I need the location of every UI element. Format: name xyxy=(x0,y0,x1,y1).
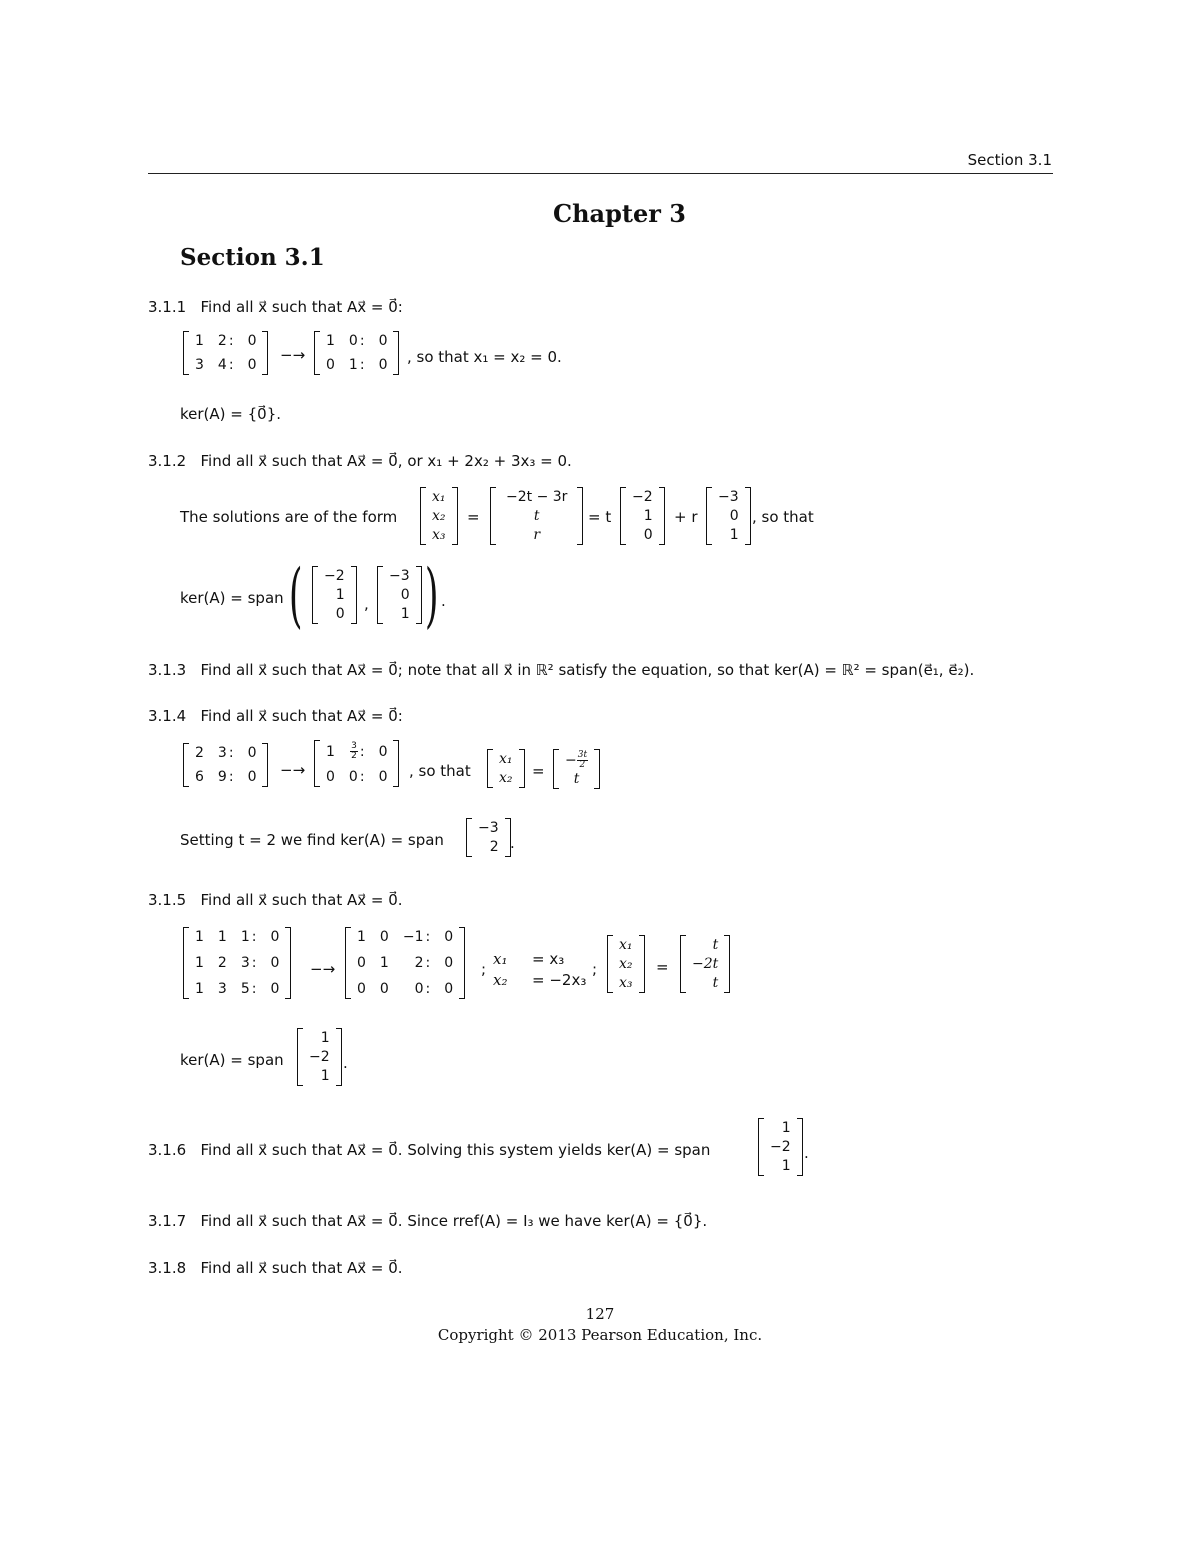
matrix-cell: 0 xyxy=(270,955,280,971)
matrix-cell: 0 xyxy=(378,357,388,373)
so-that-text: , so that xyxy=(409,762,471,780)
vector-entry: 1 xyxy=(400,606,410,622)
matrix-rref xyxy=(314,331,399,375)
vector-x xyxy=(487,749,525,788)
matrix-cell: 0 : xyxy=(349,769,365,785)
page-number: 127 xyxy=(585,1305,615,1323)
vector-entry: r xyxy=(533,527,541,543)
matrix-cell: 0 xyxy=(270,929,280,945)
matrix-cell: 0 xyxy=(444,955,454,971)
vector-entry: x₂ xyxy=(432,508,446,524)
vector-entry: 0 xyxy=(335,606,345,622)
copyright-notice: Copyright © 2013 Pearson Education, Inc. xyxy=(437,1326,763,1344)
vector-entry: 1 xyxy=(781,1158,791,1174)
conclusion-text: , so that x₁ = x₂ = 0. xyxy=(407,348,562,366)
matrix-cell: 6 xyxy=(195,769,204,785)
equals-sign: = xyxy=(656,958,669,976)
reduces-arrow: −→ xyxy=(280,761,306,779)
matrix-cell: 2 : xyxy=(415,955,431,971)
vector-solution xyxy=(680,935,730,993)
system-rhs xyxy=(532,949,586,991)
problem-prompt: Find all x⃗ such that Ax⃗ = 0⃗. xyxy=(200,891,403,909)
problem-3-1-5 xyxy=(148,891,403,909)
problem-number: 3.1.3 xyxy=(148,661,187,679)
vector-entry: 1 xyxy=(643,508,653,524)
span-vector-1 xyxy=(312,566,357,624)
period: . xyxy=(804,1144,809,1162)
matrix-cell: 3 xyxy=(217,981,227,997)
matrix-cell: 0 xyxy=(247,769,257,785)
system-lhs xyxy=(493,949,507,991)
vector-entry: x₁ xyxy=(432,489,446,505)
vector-entry: 1 xyxy=(320,1030,330,1046)
problem-number: 3.1.1 xyxy=(148,298,187,316)
vector-entry: t xyxy=(573,771,580,787)
problem-3-1-6 xyxy=(148,1141,710,1159)
problem-3-1-4 xyxy=(148,707,403,725)
system-entry: = x₃ xyxy=(532,950,565,968)
matrix-cell: 1 xyxy=(326,743,335,760)
matrix-rref xyxy=(345,927,465,999)
vector-entry: −2t xyxy=(692,956,719,972)
matrix-cell: 0 xyxy=(247,333,257,349)
problem-number: 3.1.4 xyxy=(148,707,187,725)
matrix-cell: 0 xyxy=(378,333,388,349)
problem-3-1-7 xyxy=(148,1212,707,1230)
matrix-cell: 0 xyxy=(357,955,366,971)
vector-entry-fraction: − $\frac{3t}{2}$ xyxy=(565,750,588,770)
running-head: Section 3.1 xyxy=(967,151,1052,169)
plus-r: + r xyxy=(674,508,698,526)
problem-number: 3.1.5 xyxy=(148,891,187,909)
vector-basis-2 xyxy=(706,487,751,545)
span-vector xyxy=(466,818,511,857)
vector-entry: −2 xyxy=(309,1049,330,1065)
matrix-cell: 2 : xyxy=(218,333,234,349)
vector-entry: 2 xyxy=(489,839,499,855)
vector-entry: x₃ xyxy=(432,527,446,543)
matrix-cell: 1 xyxy=(357,929,366,945)
header-rule xyxy=(148,173,1053,174)
kernel-result: ker(A) = {0⃗}. xyxy=(180,405,282,423)
problem-number: 3.1.8 xyxy=(148,1259,187,1277)
system-entry: x₁ xyxy=(493,950,508,968)
matrix-rref xyxy=(314,740,399,787)
vector-entry: x₃ xyxy=(619,975,633,991)
matrix-cell: 1 xyxy=(379,955,389,971)
left-paren: ( xyxy=(288,554,303,636)
matrix-augmented-a xyxy=(183,743,268,787)
matrix-cell: 9 : xyxy=(218,769,234,785)
matrix-cell: 2 xyxy=(195,745,204,761)
equals-sign: = xyxy=(467,508,480,526)
vector-basis-1 xyxy=(620,487,665,545)
kernel-label: ker(A) = span xyxy=(180,589,284,607)
vector-entry: x₂ xyxy=(499,770,513,786)
vector-entry: x₂ xyxy=(619,956,633,972)
period: . xyxy=(343,1054,348,1072)
span-vector xyxy=(758,1118,803,1176)
problem-text: Find all x⃗ such that Ax⃗ = 0⃗. Since rref(A) = I₃ we have ker(A) = {0⃗}. xyxy=(200,1212,708,1230)
section-title: Section 3.1 xyxy=(180,244,325,271)
vector-entry: x₁ xyxy=(619,937,633,953)
vector-entry: −2 xyxy=(770,1139,791,1155)
matrix-cell: 1 xyxy=(195,955,204,971)
vector-x xyxy=(607,935,645,993)
semicolon: ; xyxy=(481,960,487,978)
reduces-arrow: −→ xyxy=(310,960,336,978)
vector-entry: −2 xyxy=(324,568,345,584)
vector-entry: 0 xyxy=(643,527,653,543)
matrix-cell: 4 : xyxy=(218,357,234,373)
vector-entry: t xyxy=(712,937,719,953)
vector-entry: −2 xyxy=(632,489,653,505)
problem-prompt: Find all x⃗ such that Ax⃗ = 0⃗, or x₁ + 2x₂ + 3x₃ = 0. xyxy=(200,452,572,470)
problem-number: 3.1.7 xyxy=(148,1212,187,1230)
matrix-cell: 3 : xyxy=(241,955,257,971)
problem-3-1-3 xyxy=(148,661,974,679)
period: . xyxy=(441,592,446,610)
matrix-cell: 0 xyxy=(379,929,389,945)
matrix-cell: 1 xyxy=(217,929,227,945)
problem-3-1-2 xyxy=(148,452,572,470)
problem-3-1-8 xyxy=(148,1259,403,1277)
matrix-cell: 0 xyxy=(326,769,335,785)
equals-t: = t xyxy=(588,508,612,526)
vector-entry: x₁ xyxy=(499,751,513,767)
vector-x xyxy=(420,487,458,545)
kernel-label: ker(A) = span xyxy=(180,1051,284,1069)
equals-sign: = xyxy=(532,762,545,780)
problem-text: Find all x⃗ such that Ax⃗ = 0⃗. Solving this system yields ker(A) = span xyxy=(200,1141,711,1159)
vector-param xyxy=(490,487,583,545)
matrix-augmented-a xyxy=(183,331,268,375)
matrix-cell: 0 xyxy=(357,981,366,997)
vector-entry: −3 xyxy=(718,489,739,505)
matrix-cell: 1 xyxy=(195,333,204,349)
problem-number: 3.1.2 xyxy=(148,452,187,470)
vector-solution xyxy=(553,749,600,789)
matrix-cell: 0 xyxy=(326,357,335,373)
problem-text: Find all x⃗ such that Ax⃗ = 0⃗. xyxy=(200,1259,403,1277)
vector-entry: 0 xyxy=(729,508,739,524)
right-paren: ) xyxy=(424,554,439,636)
matrix-augmented-a xyxy=(183,927,291,999)
span-vector xyxy=(297,1028,342,1086)
span-vector-2 xyxy=(377,566,422,624)
vector-entry: 1 xyxy=(781,1120,791,1136)
reduces-arrow: −→ xyxy=(280,346,306,364)
comma: , xyxy=(364,595,369,613)
solution-text: The solutions are of the form xyxy=(180,508,398,526)
vector-entry: t xyxy=(533,508,540,524)
matrix-cell: 0 xyxy=(247,745,257,761)
matrix-cell: 1 : xyxy=(241,929,257,945)
vector-entry: −2t − 3r xyxy=(506,489,568,505)
matrix-cell: 0 : xyxy=(415,981,431,997)
problem-prompt: Find all x⃗ such that Ax⃗ = 0⃗: xyxy=(200,707,403,725)
matrix-cell: 3 xyxy=(195,357,204,373)
problem-text: Find all x⃗ such that Ax⃗ = 0⃗; note that all x⃗ in ℝ² satisfy the equation, so that ker(A) = ℝ² = span(e⃗₁, e⃗₂). xyxy=(200,661,975,679)
matrix-cell: 0 xyxy=(378,769,388,785)
matrix-cell-fraction: $\frac{3}{2}$ : xyxy=(350,742,364,761)
matrix-cell: 0 : xyxy=(349,333,365,349)
vector-entry: 0 xyxy=(400,587,410,603)
matrix-cell: 0 xyxy=(378,743,388,760)
matrix-cell: −1 : xyxy=(403,929,430,945)
vector-entry: −3 xyxy=(389,568,410,584)
problem-prompt: Find all x⃗ such that Ax⃗ = 0⃗: xyxy=(200,298,403,316)
problem-number: 3.1.6 xyxy=(148,1141,187,1159)
vector-entry: 1 xyxy=(320,1068,330,1084)
vector-entry: −3 xyxy=(478,820,499,836)
matrix-cell: 1 xyxy=(195,981,204,997)
matrix-cell: 1 : xyxy=(349,357,365,373)
so-that-text: , so that xyxy=(752,508,814,526)
system-entry: x₂ xyxy=(493,971,508,989)
matrix-cell: 0 xyxy=(270,981,280,997)
matrix-cell: 3 : xyxy=(218,745,234,761)
matrix-cell: 5 : xyxy=(241,981,257,997)
semicolon: ; xyxy=(592,960,598,978)
problem-3-1-1 xyxy=(148,298,403,316)
vector-entry: 1 xyxy=(335,587,345,603)
vector-entry: t xyxy=(712,975,719,991)
matrix-cell: 0 xyxy=(247,357,257,373)
matrix-cell: 0 xyxy=(444,929,454,945)
period: . xyxy=(510,834,515,852)
matrix-cell: 1 xyxy=(195,929,204,945)
matrix-cell: 1 xyxy=(326,333,335,349)
system-entry: = −2x₃ xyxy=(532,971,587,989)
matrix-cell: 0 xyxy=(379,981,389,997)
matrix-cell: 2 xyxy=(217,955,227,971)
chapter-title: Chapter 3 xyxy=(553,199,686,228)
matrix-cell: 0 xyxy=(444,981,454,997)
setting-text: Setting t = 2 we find ker(A) = span xyxy=(180,831,444,849)
vector-entry: 1 xyxy=(729,527,739,543)
